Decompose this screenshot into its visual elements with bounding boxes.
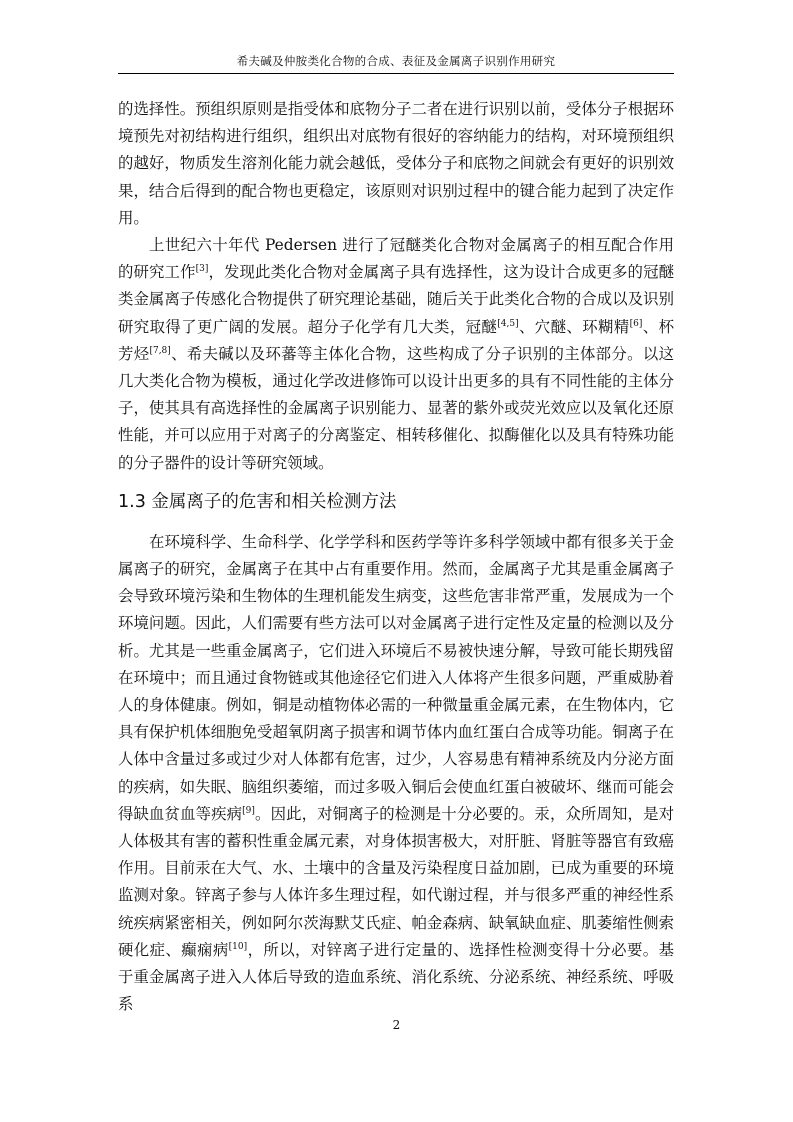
section-heading: 1.3 金属离子的危害和相关检测方法 [118, 491, 397, 512]
citation-ref: [3] [195, 264, 209, 275]
citation-ref: [10] [228, 941, 248, 952]
paragraph-continuation [118, 96, 674, 232]
running-header: 希夫碱及仲胺类化合物的合成、表征及金属离子识别作用研究 [236, 54, 556, 68]
page-body [118, 96, 674, 1019]
paragraph-metal-ions [118, 529, 674, 1019]
citation-ref: [9] [242, 805, 255, 816]
paragraph-text: 上世纪六十年代 Pedersen 进行了冠醚类化合物对金属离子的相互配合作用的研究工作 [118, 236, 674, 282]
page-number: 2 [392, 1018, 401, 1032]
paragraph-text: ，所以，对锌离子进行定量的、选择性检测变得十分必要。基于重金属离子进入人体后导致的造血系统、消化系统、分泌系统、神经系统、呼吸系 [118, 940, 674, 1014]
paragraph-pedersen [118, 232, 674, 477]
paragraph-text: ，发现此类化合物对金属离子具有选择性，这为设计合成更多的冠醚类金属离子传感化合物提供了研究理论基础，随后关于此类化合物的合成以及识别研究取得了更广阔的发展。超分子化学有几大类，冠醚 [118, 263, 674, 336]
header-rule [118, 73, 674, 74]
paragraph-text: 在环境科学、生命科学、化学学科和医药学等许多科学领域中都有很多关于金属离子的研究，金属离子在其中占有重要作用。然而，金属离子尤其是重金属离子会导致环境污染和生物体的生理机能发生病变，这些危害非常严重，发展成为一个环境问题。因此，人们需要有些方法可以对金属离子进行定性及定量的检测以及分析。尤其是一些重金属离子，它们进入环境后不易被快速分解，导致可能长期残留在环境中；而且通过食物链或其他途径它们进入人体将产生很多问题，严重威胁着人的身体健康。例如，铜是动植物体必需的一种微量重金属元素，在生物体内，它具有保护机体细胞免受超氧阴离子损害和调节体内血红蛋白合成等功能。铜离子在人体中含量过多或过少对人体都有危害，过少，人容易患有精神系统及内分泌方面的疾病，如失眠、脑组织萎缩，而过多吸入铜后会使血红蛋白被破坏、继而可能会得缺血贫血等疾病 [118, 532, 674, 823]
citation-ref: [4,5] [497, 318, 519, 329]
paragraph-text: 。因此，对铜离子的检测是十分必要的。汞，众所周知，是对人体极其有害的蓄积性重金属元素，对身体损害极大，对肝脏、肾脏等器官有致癌作用。目前汞在大气、水、土壤中的含量及污染程度日益加剧，已成为重要的环境监测对象。锌离子参与人体许多生理过程，如代谢过程，并与很多严重的神经性系统疾病紧密相关，例如阿尔茨海默艾氏症、帕金森病、缺氧缺血症、肌萎缩性侧索硬化症、癫痫病 [118, 804, 674, 959]
citation-ref: [7,8] [149, 345, 171, 356]
paragraph-text: 、穴醚、环糊精 [518, 317, 630, 336]
paragraph-text: 、希夫碱以及环蕃等主体化合物，这些构成了分子识别的主体部分。以这几大类化合物为模板，通过化学改进修饰可以设计出更多的具有不同性能的主体分子，使其具有高选择性的金属离子识别能力、显著的紫外或荧光效应以及氧化还原性能，并可以应用于对离子的分离鉴定、相转移催化、拟酶催化以及具有特殊功能的分子器件的设计等研究领域。 [118, 344, 674, 472]
citation-ref: [6] [629, 318, 643, 329]
paragraph-text: 的选择性。预组织原则是指受体和底物分子二者在进行识别以前，受体分子根据环境预先对初结构进行组织，组织出对底物有很好的容纳能力的结构，对环境预组织的越好，物质发生溶剂化能力就会越低，受体分子和底物之间就会有更好的识别效果，结合后得到的配合物也更稳定，该原则对识别过程中的键合能力起到了决定作用。 [118, 100, 674, 227]
paragraph-text: 、杯芳烃 [118, 317, 674, 363]
